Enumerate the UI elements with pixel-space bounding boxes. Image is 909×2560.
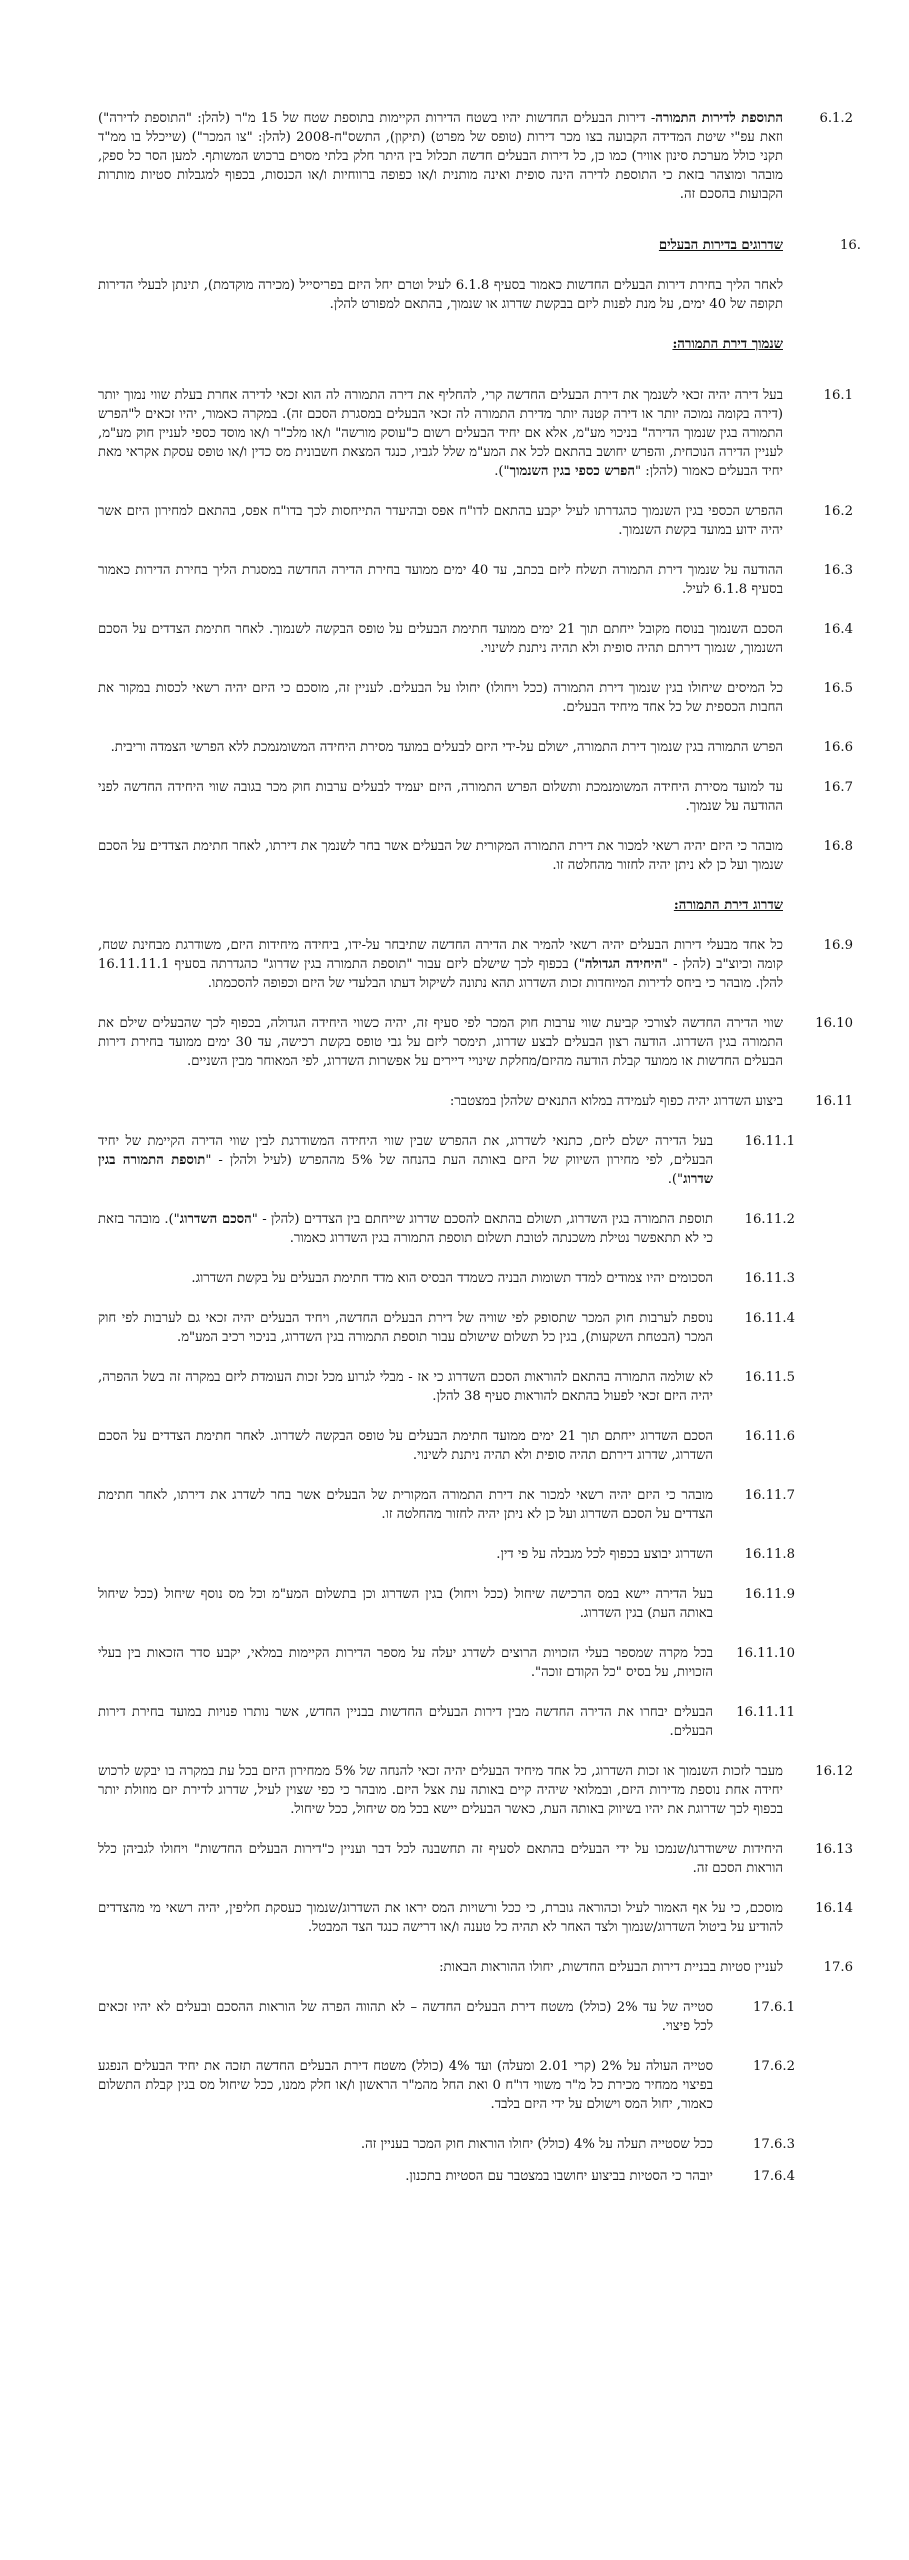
clause-16-11-6 <box>98 1427 795 1465</box>
clause-number: 16.11.6 <box>744 1429 795 1444</box>
clause-16-2 <box>98 502 853 540</box>
clause-6-1-2 <box>98 109 853 204</box>
clause-text: הסכומים יהיו צמודים למדד תשומות הבניה כשמדד הבסיס הוא מדד חתימת הבעלים על בקשת השדרוג. <box>191 1271 713 1286</box>
clause-16-11-5 <box>98 1368 795 1406</box>
clause-16-6 <box>98 738 853 757</box>
clause-text-end: "). <box>667 1172 684 1187</box>
clause-number: 16.11.9 <box>744 1587 795 1602</box>
clause-number: 16.11 <box>815 1094 853 1109</box>
clause-text-end: "). <box>494 464 510 479</box>
clause-number: 16.11.5 <box>744 1370 795 1385</box>
clause-text: כל אחד מבעלי דירות הבעלים יהיה רשאי להמיר את הדירה החדשה שתיבחר על-ידו, ביחידה מיחידות היזם, משודרגת מבחינת שטח, קומה וכיוצ"ב (להלן - " <box>98 938 784 972</box>
clause-number: 16.7 <box>823 780 853 795</box>
clause-text: הסכם השנמוך בנוסח מקובל ייחתם תוך 21 ימים ממועד חתימת הבעלים על טופס הבקשה לשנמוך. לאחר חתימת הצדדים על הסכם השנמוך, שנמוך דירתם תהיה סופית ולא תהיה ניתנת לשינוי. <box>98 622 783 656</box>
subheading-downgrade: שנמוך דירת התמורה: <box>672 337 783 352</box>
section-16-heading <box>98 236 861 255</box>
section-number: 16. <box>840 238 861 253</box>
clause-text: ההפרש הכספי בגין השנמוך כהגדרתו לעיל יקבע בהתאם לדו"ח אפס ובהיעדר התייחסות לכך בדו"ח אפס, בהתאם למחירון היזם אשר יהיה ידוע במועד בקשת השנמוך. <box>98 504 783 538</box>
clause-number: 17.6.4 <box>753 2169 795 2184</box>
clause-text: שווי הדירה החדשה לצורכי קביעת שווי ערבות חוק המכר לפי סעיף זה, יהיה כשווי היחידה הגדולה, בכפוף לכך שהבעלים שילם את התמורה בגין השדרוג. הודעה רצון הבעלים לבצע שדרוג, תימסר ליזם על גבי טופס בקשת רכישה, עד 30 ימים ממועד בחירת דירות הבעלים החדשות או ממועד קבלת הודעה מהיזם/מחלקת שינויי דיירים על אפשרות השדרוג, לפי המאוחר מבין השניים. <box>98 1016 784 1069</box>
clause-text: לא שולמה התמורה בהתאם להוראות הסכם השדרוג כי אז - מבלי לגרוע מכל זכות העומדת ליזם במקרה זה בשל ההפרה, יהיה היזם זכאי לפעול בהתאם להוראות סעיף 38 להלן. <box>98 1370 713 1404</box>
clause-number: 17.6.1 <box>753 2000 795 2015</box>
clause-16-11-11 <box>98 1703 795 1741</box>
clause-number: 16.11.11 <box>736 1705 795 1720</box>
section-16-intro: לאחר הליך בחירת דירות הבעלים החדשות כאמור בסעיף 6.1.8 לעיל וטרם יחל היזם בפריסייל (מכירה מוקדמת), תינתן לבעלי הדירות תקופה של 40 ימים, על מנת לפנות ליזם בבקשת שדרוג או שנמוך, בהתאם למפורט להלן. <box>98 278 783 312</box>
clause-lead: התוספת לדירות התמורה <box>655 111 783 126</box>
clause-16-11-8 <box>98 1545 795 1564</box>
clause-text: מעבר לזכות השנמוך או זכות השדרוג, כל אחד מיחיד הבעלים יהיה זכאי להנחה של 5% ממחירון היזם בכל עת במקרה בו יבקש לרכוש יחידה אחת נוספת מדירות היזם, ובמלואי שיהיה קיים באותה עת אצל היזם. מובהר כי כפי שצוין לעיל, שדרוג לדירת יזם מוזולת יותר בכפוף לכך שדרוגת את יהיו בשיווק באותה העת, כאשר הבעלים יישא בכל מס שיחול, ככל שיחול. <box>98 1764 783 1817</box>
clause-16-1 <box>98 386 853 481</box>
clause-number: 16.11.2 <box>744 1212 795 1227</box>
clause-number: 17.6 <box>823 1960 853 1975</box>
clause-16-11-4 <box>98 1309 795 1347</box>
clause-text: בעל דירה יהיה זכאי לשנמך את דירת הבעלים החדשה קרי, להחליף את דירה התמורה לה הוא זכאי לדירה אחרת בעלת שווי נמוך יותר (דירה בקומה נמוכה יותר או דירה קטנה יותר מדירת התמורה לה זכאי הבעלים במסגרת הסכם זה). במקרה כאמור, יהיו זכאים ל"הפרש התמורה בגין שנמוך הדירה" בניכוי מע"מ, אלא אם יחיד הבעלים רשום כ"עוסק מורשה" ו/או מלכ"ר ו/או מוסד כספי לעניין חוק מע"מ, לעניין הדירה הנוכחית, והפרש יחושב בהתאם לכל את המע"מ שלל לגביו, כנגד המצאת חשבונית מס כדין ו/או טופס עסקת אקראי מאת יחיד הבעלים כאמור (להלן: " <box>98 388 783 479</box>
clause-16-11-3 <box>98 1269 795 1288</box>
clause-text: עד למועד מסירת היחידה המשומנמכת ותשלום הפרש התמורה, היזם יעמיד לבעלים ערבות חוק מכר בגובה שווי היחידה החדשה לפני ההודעה על שנמוך. <box>98 780 783 814</box>
clause-text: סטייה של עד 2% (כולל) משטח דירת הבעלים החדשה – לא תהווה הפרה של הוראות ההסכם ובעלים לא יהיו זכאים לכל פיצוי. <box>98 2000 713 2034</box>
clause-number: 16.11.10 <box>736 1646 795 1661</box>
clause-bold-term: תוספת התמורה בגין שדרוג <box>98 1153 713 1187</box>
clause-number: 16.14 <box>815 1901 853 1916</box>
clause-text: - דירות הבעלים החדשות יהיו בשטח הדירות הקיימות בתוספת שטח של 15 מ"ר (להלן: "התוספת לדירה") וזאת עפ"י שיטת המדידה הקבועה בצו מכר דירות (טופס של מפרט) (תיקון), התשס"ח-2008 (להלן: "צו המכר") (שייכלל בו ממ"ד תקני כולל מערכת סינון אוויר) כמו כן, כל דירות הבעלים חדשה תכלול בין היתר חלק בלתי מסוים ברכוש המשותף. למען הסר כל ספק, מובהר ומוצהר בזאת כי התוספת לדירה הינה סופית ואינה מותנית ו/או כפופה ברווחיות ו/או הכנסות, בכפוף למגבלות סטיות מותרות הקבועות בהסכם זה. <box>98 111 783 202</box>
clause-text: הפרש התמורה בגין שנמוך דירת התמורה, ישולם על-ידי היזם לבעלים במועד מסירת היחידה המשומנמכת ללא הפרשי הצמדה וריבית. <box>110 740 783 755</box>
clause-17-6-2 <box>98 2057 795 2114</box>
clause-text: יובהר כי הסטיות בביצוע יחושבו במצטבר עם הסטיות בתכנון. <box>405 2169 713 2184</box>
clause-16-14 <box>98 1899 853 1937</box>
clause-bold-term: הפרש כספי בגין השנמוך <box>509 464 635 479</box>
clause-16-11 <box>98 1092 853 1111</box>
clause-16-11-1 <box>98 1132 795 1189</box>
clause-16-7 <box>98 778 853 816</box>
clause-number: 16.11.1 <box>744 1134 795 1149</box>
clause-text: מובהר כי היזם יהיה רשאי למכור את דירת התמורה המקורית של הבעלים אשר בחר לשדרג את דירתו, לאחר חתימת הצדדים על הסכם השדרוג ועל כן לא ניתן יהיה לחזור מהחלטה זו. <box>98 1488 713 1522</box>
clause-number: 16.11.8 <box>744 1547 795 1562</box>
clause-text: מוסכם, כי על אף האמור לעיל וכהוראה גוברת, כי ככל ורשויות המס יראו את השדרוג/שנמוך כעסקת חליפין, יהיה רשאי מי מהצדדים להודיע על ביטול השדרוג/שנמוך ולצד האחר לא תהיה כל טענה ו/או דרישה כנגד הצד המבטל. <box>98 1901 783 1935</box>
clause-17-6-1 <box>98 1998 795 2036</box>
clause-number: 17.6.3 <box>753 2137 795 2152</box>
clause-number: 16.4 <box>823 622 853 637</box>
clause-text: לעניין סטיות בבניית דירות הבעלים החדשות, יחולו ההוראות הבאות: <box>439 1960 783 1975</box>
clause-text-end: "). מובהר בזאת כי לא תתאפשר נטילת משכנתה לטובת תשלום תוספת התמורה בגין השדרוג כאמור. <box>98 1212 713 1246</box>
clause-number: 16.5 <box>823 681 853 696</box>
clause-number: 16.6 <box>823 740 853 755</box>
clause-text: הבעלים יבחרו את הדירה החדשה מבין דירות הבעלים החדשות בבניין החדש, אשר נותרו פנויות במועד בחירת דירות הבעלים. <box>98 1705 713 1739</box>
clause-number: 16.8 <box>823 839 853 854</box>
clause-number: 6.1.2 <box>819 111 853 126</box>
clause-text: ההודעה על שנמוך דירת התמורה תשלח ליזם בכתב, עד 40 ימים ממועד בחירת הדירה החדשה במסגרת הליך בחירת הדירות כאמור בסעיף 6.1.8 לעיל. <box>98 563 783 597</box>
clause-16-12 <box>98 1762 853 1819</box>
clause-16-10 <box>98 1014 853 1071</box>
clause-text: מובהר כי היזם יהיה רשאי למכור את דירת התמורה המקורית של הבעלים אשר בחר לשנמך את דירתו, לאחר חתימת הצדדים על הסכם שנמוך ועל כן לא ניתן יהיה לחזור מהחלטה זו. <box>98 839 783 873</box>
clause-text: נוספת לערבות חוק המכר שתסופק לפי שוויה של דירת הבעלים החדשה, ויחיד הבעלים יהיה זכאי גם לערבות לפי חוק המכר (הבטחת השקעות), בגין כל תשלום שישולם עבור תוספת התמורה בגין השדרוג, בניכוי רכיב המע"מ. <box>98 1311 713 1345</box>
clause-number: 16.13 <box>815 1842 853 1857</box>
clause-bold-term: הסכם השדרוג <box>179 1212 252 1227</box>
clause-number: 17.6.2 <box>753 2059 795 2074</box>
clause-16-11-10 <box>98 1644 795 1682</box>
clause-16-11-7 <box>98 1486 795 1524</box>
section-title: שדרוגים בדירות הבעלים <box>658 238 783 253</box>
clause-number: 16.12 <box>815 1764 853 1779</box>
clause-text: בעל הדירה ישלם ליזם, כתנאי לשדרוג, את ההפרש שבין שווי היחידה המשודרגת לבין שווי הדירה הקיימת של יחיד הבעלים, לפי מחירון השיווק של היזם באותה העת בהנחה של 5% מההפרש (לעיל ולהלן - " <box>98 1134 714 1168</box>
clause-text: השדרוג יבוצע בכפוף לכל מגבלה על פי דין. <box>496 1547 713 1562</box>
clause-text: ככל שסטייה תעלה על 4% (כולל) יחולו הוראות חוק המכר בעניין זה. <box>360 2137 713 2152</box>
clause-16-4 <box>98 620 853 658</box>
clause-number: 16.10 <box>815 1016 853 1031</box>
clause-number: 16.1 <box>823 388 853 403</box>
clause-16-8 <box>98 837 853 875</box>
clause-number: 16.11.7 <box>744 1488 795 1503</box>
subheading-upgrade: שדרוג דירת התמורה: <box>673 898 783 913</box>
clause-text: הסכם השדרוג ייחתם תוך 21 ימים ממועד חתימת הבעלים על טופס הבקשה לשדרוג. לאחר חתימת הצדדים על הסכם השדרוג, שדרוג דירתם תהיה סופית ולא תהיה ניתנת לשינוי. <box>98 1429 713 1463</box>
clause-16-13 <box>98 1840 853 1878</box>
clause-text: סטייה העולה על 2% (קרי 2.01 ומעלה) ועד 4% (כולל) משטח דירת הבעלים החדשה תזכה את יחיד הבעלים הנפגע בפיצוי ממחיר מכירת כל מ"ר משווי דו"ח 0 ואת החל מהמ"ר הראשון ו/או חלק ממנו, ככל שיחול מס בגין קבלת התשלום כאמור, יחול המס וישולם על ידי היזם בלבד. <box>98 2059 714 2112</box>
clause-17-6-3 <box>98 2135 795 2154</box>
clause-16-5 <box>98 679 853 717</box>
clause-number: 16.2 <box>823 504 853 519</box>
clause-text: תוספת התמורה בגין השדרוג, תשולם בהתאם להסכם שדרוג שייחתם בין הצדדים (להלן - " <box>251 1212 714 1227</box>
clause-16-3 <box>98 561 853 599</box>
clause-number: 16.11.3 <box>744 1271 795 1286</box>
clause-17-6-4 <box>98 2167 795 2186</box>
clause-text: ביצוע השדרוג יהיה כפוף לעמידה במלוא התנאים שלהלן במצטבר: <box>449 1094 783 1109</box>
clause-bold-term: היחידה הגדולה <box>584 957 662 972</box>
clause-text: כל המיסים שיחולו בגין שנמוך דירת התמורה (ככל ויחולו) יחולו על הבעלים. לעניין זה, מוסכם כי היזם יהיה רשאי לכסות במקור את החבות הכספית של כל אחד מיחיד הבעלים. <box>98 681 783 715</box>
clause-text: היחידות שישודרגו/שנמכו על ידי הבעלים בהתאם לסעיף זה תחשבנה לכל דבר ועניין כ"דירות הבעלים החדשות" ויחולו לגביהן כלל הוראות הסכם זה. <box>98 1842 783 1876</box>
clause-text-end: ") בכפוף לכך שישלם ליזם עבור "תוספת התמורה בגין שדרוג" כהגדרתה בסעיף 16.11.11.1 להלן. מובהר כי ביחס לדירות המיוחדות זכות השדרוג תהא נתונה לשיקול דעתו הבלעדי של היזם וכפופה להסכמתו. <box>98 957 783 991</box>
clause-number: 16.11.4 <box>744 1311 795 1326</box>
clause-number: 16.9 <box>823 938 853 953</box>
clause-16-11-2 <box>98 1210 795 1248</box>
clause-text: בעל הדירה יישא במס הרכישה שיחול (ככל ויחול) בגין השדרוג וכן בתשלום המע"מ וכל מס נוסף שיחול (ככל שיחול באותה העת) בגין השדרוג. <box>98 1587 713 1621</box>
clause-number: 16.3 <box>823 563 853 578</box>
clause-16-9 <box>98 936 853 993</box>
clause-17-6 <box>98 1958 853 1977</box>
clause-text: בכל מקרה שמספר בעלי הזכויות הרוצים לשדרג יעלה על מספר הדירות הקיימות במלאי, יקבע סדר הזכאות בין בעלי הזכויות, על בסיס "כל הקודם זוכה". <box>98 1646 713 1680</box>
clause-16-11-9 <box>98 1585 795 1623</box>
